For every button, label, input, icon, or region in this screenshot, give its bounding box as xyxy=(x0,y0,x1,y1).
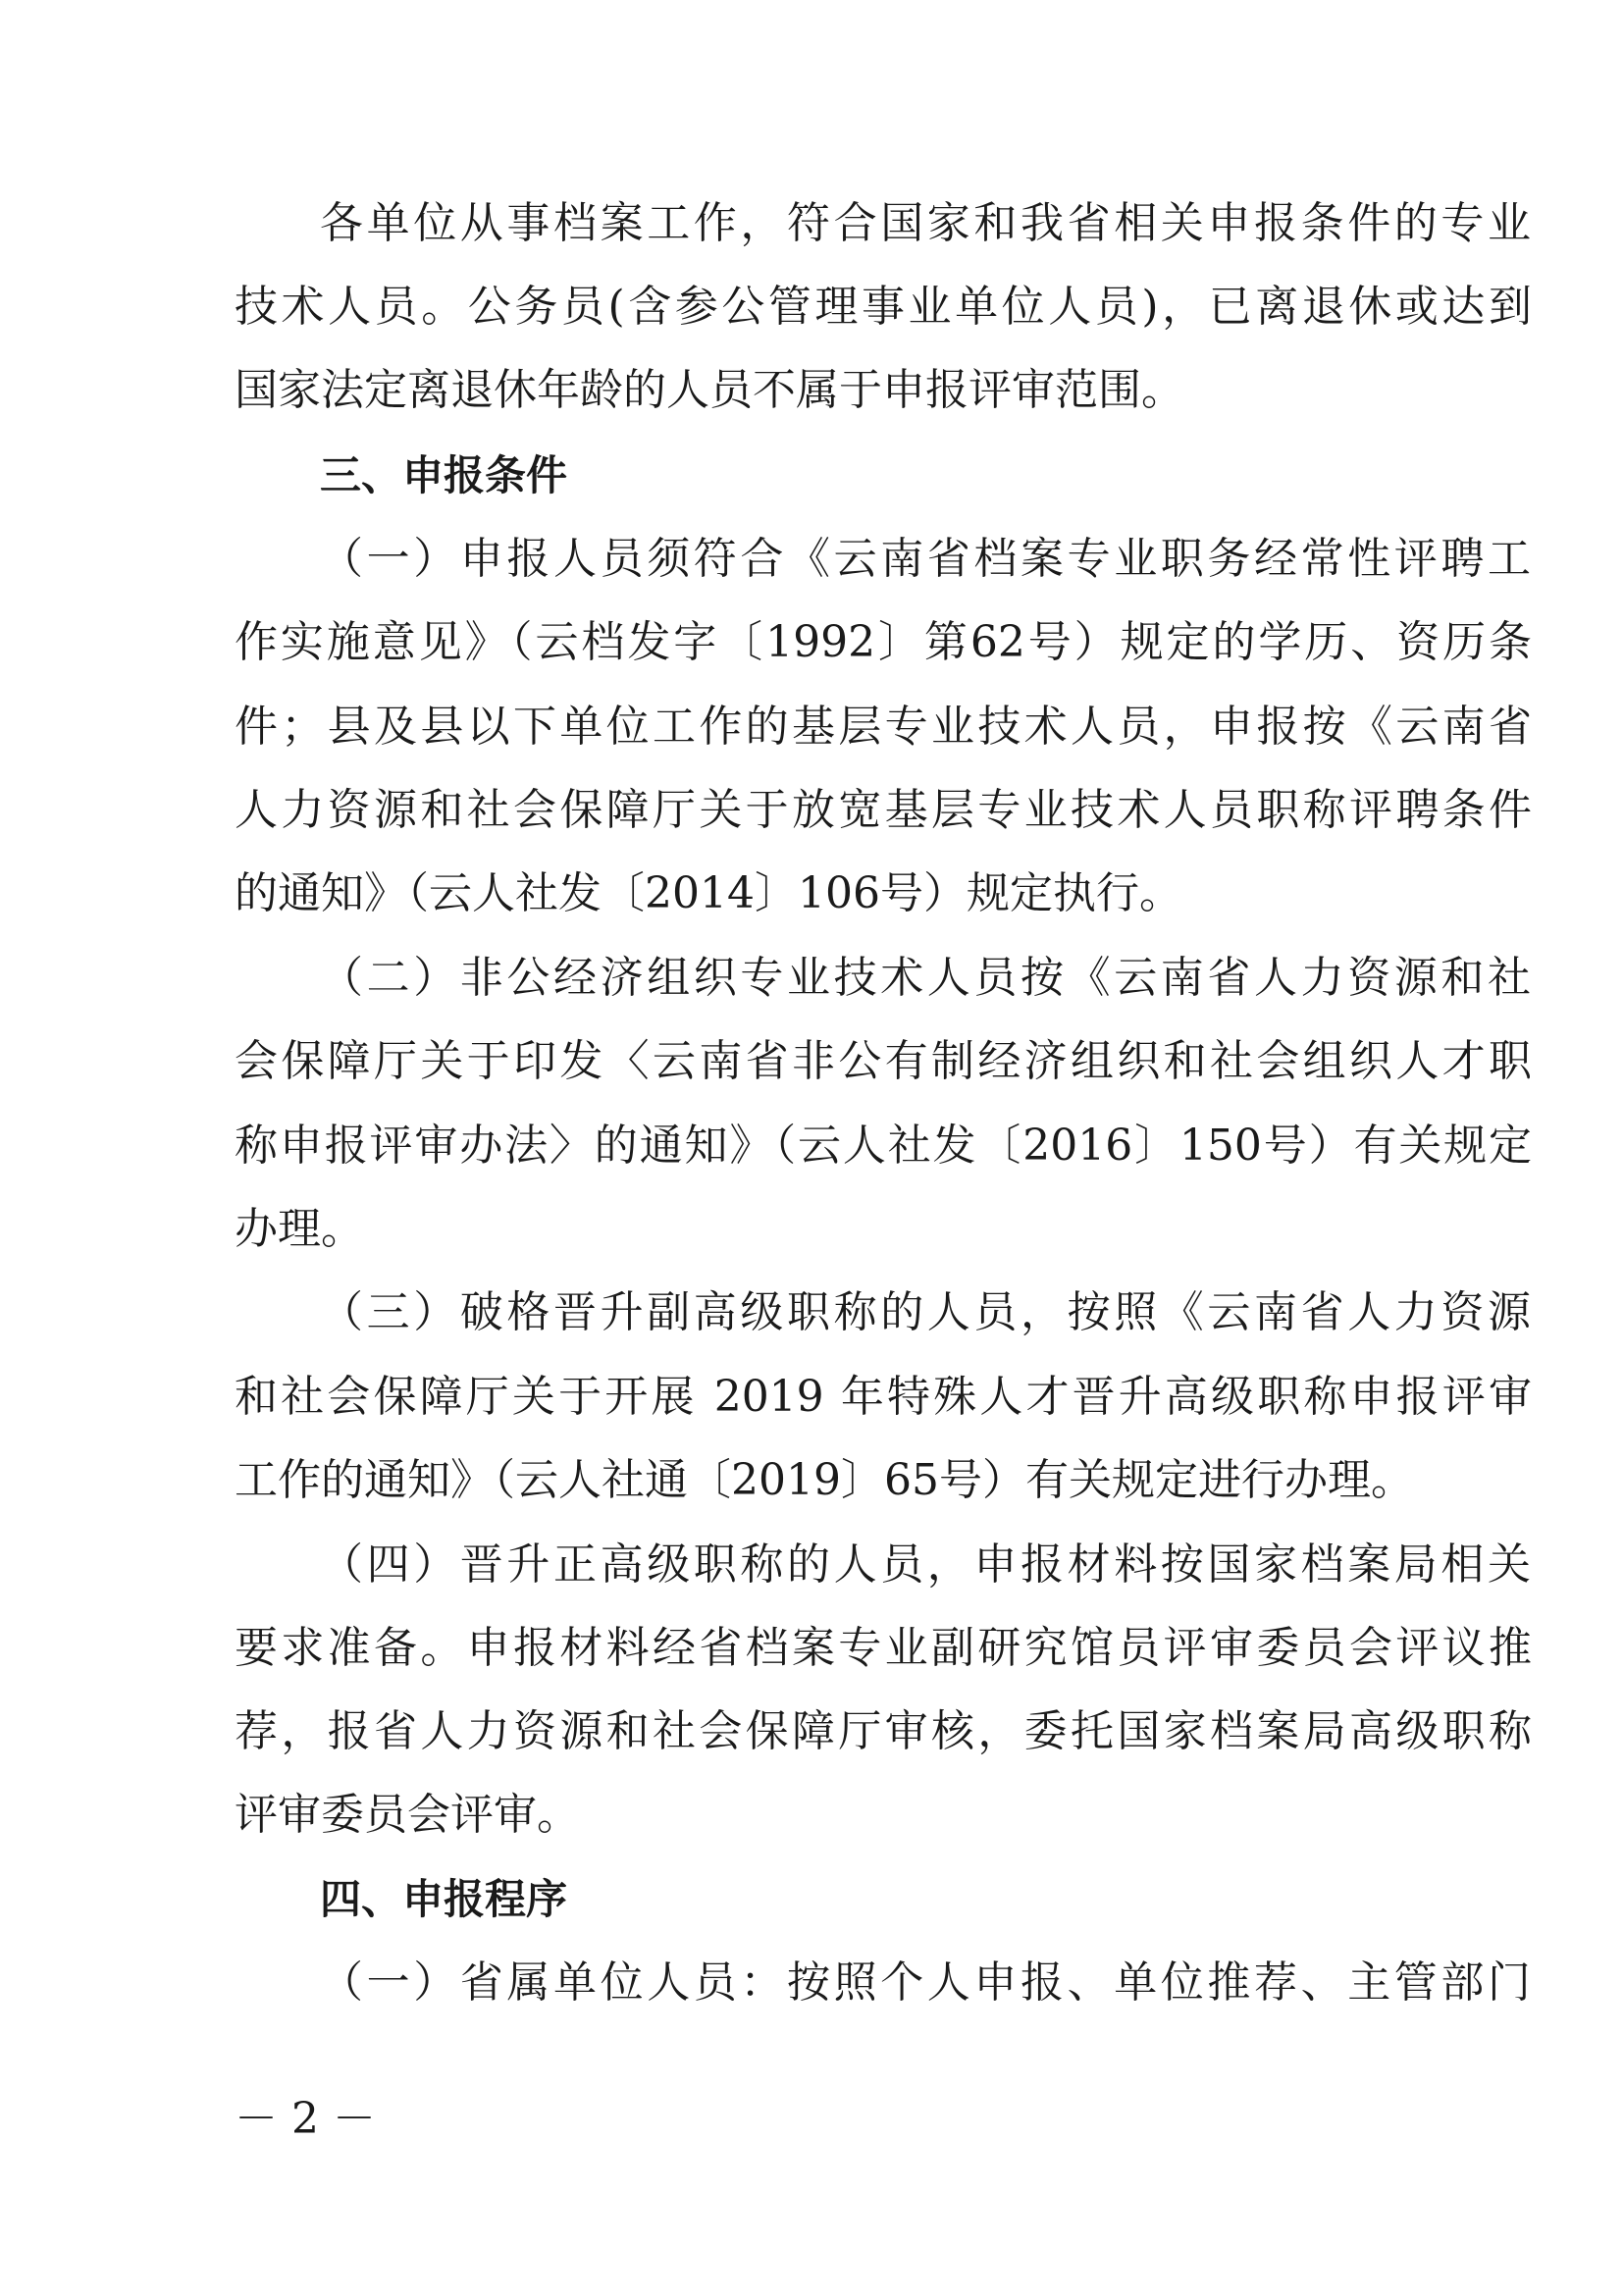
body-text-line: （一）省属单位人员：按照个人申报、单位推荐、主管部门 xyxy=(320,1957,1531,2008)
page-number: － 2 － xyxy=(235,2094,376,2144)
body-text-line: 称申报评审办法〉的通知》（云人社发〔2016〕150号）有关规定 xyxy=(235,1121,1532,1171)
body-text-line: （四）晋升正高级职称的人员，申报材料按国家档案局相关 xyxy=(320,1539,1531,1590)
body-text-line: 国家法定离退休年龄的人员不属于申报评审范围。 xyxy=(235,365,1184,415)
body-text-line: 作实施意见》（云档发字〔1992〕第62号）规定的学历、资历条 xyxy=(235,617,1532,667)
body-text-line: 和社会保障厅关于开展 2019 年特殊人才晋升高级职称申报评审 xyxy=(235,1372,1532,1422)
body-text-line: 荐，报省人力资源和社会保障厅审核，委托国家档案局高级职称 xyxy=(235,1706,1532,1756)
body-text-line: 会保障厅关于印发〈云南省非公有制经济组织和社会组织人才职 xyxy=(235,1036,1532,1086)
body-text-line: 评审委员会评审。 xyxy=(235,1790,580,1840)
body-text-line: （二）非公经济组织专业技术人员按《云南省人力资源和社 xyxy=(320,953,1531,1003)
section-heading: 四、申报程序 xyxy=(320,1875,568,1923)
body-text-line: 工作的通知》（云人社通〔2019〕65号）有关规定进行办理。 xyxy=(235,1455,1414,1505)
body-text-line: 要求准备。申报材料经省档案专业副研究馆员评审委员会评议推 xyxy=(235,1623,1532,1673)
body-text-line: 技术人员。公务员(含参公管理事业单位人员)，已离退休或达到 xyxy=(235,282,1532,332)
body-text-line: 的通知》（云人社发〔2014〕106号）规定执行。 xyxy=(235,868,1182,918)
section-heading: 三、申报条件 xyxy=(320,451,568,499)
body-text-line: 人力资源和社会保障厅关于放宽基层专业技术人员职称评聘条件 xyxy=(235,785,1532,835)
body-text-line: （一）申报人员须符合《云南省档案专业职务经常性评聘工 xyxy=(320,534,1531,584)
body-text-line: 件；县及县以下单位工作的基层专业技术人员，申报按《云南省 xyxy=(235,702,1532,752)
body-text-line: 各单位从事档案工作，符合国家和我省相关申报条件的专业 xyxy=(320,198,1531,248)
body-text-line: 办理。 xyxy=(235,1204,364,1254)
body-text-line: （三）破格晋升副高级职称的人员，按照《云南省人力资源 xyxy=(320,1287,1531,1337)
